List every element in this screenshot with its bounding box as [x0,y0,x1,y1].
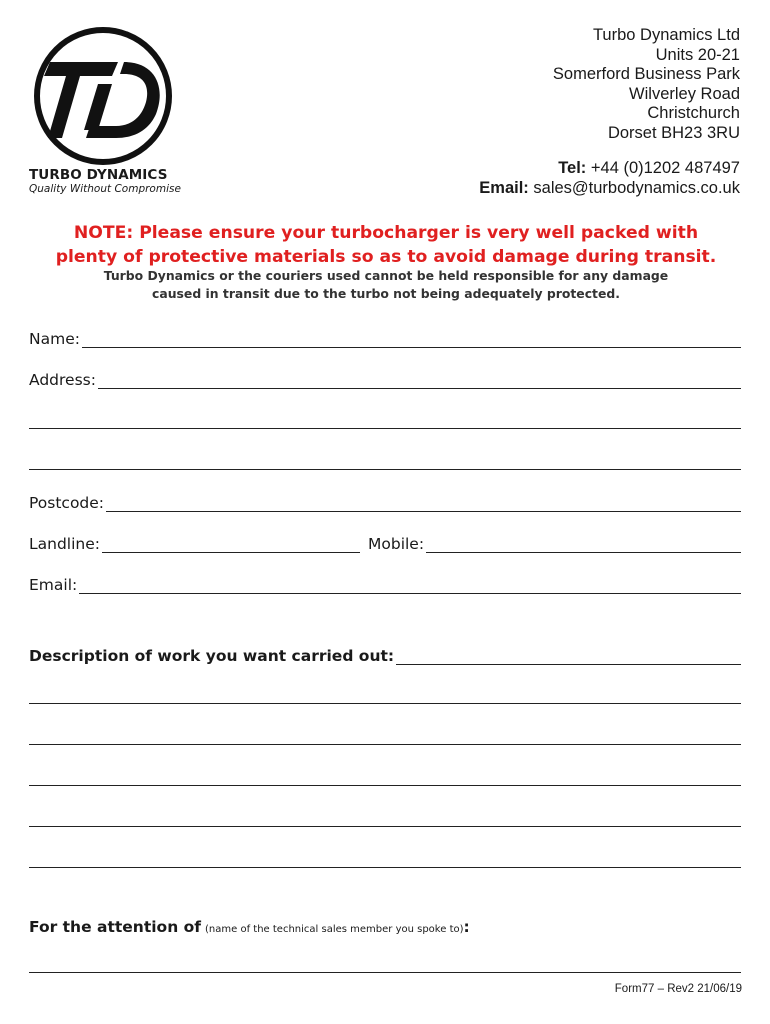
packing-note [28,221,744,269]
mobile-label: Mobile: [368,535,425,553]
postcode-field[interactable] [106,510,741,512]
attention-label: For the attention of [29,918,202,936]
td-circle-logo-icon [28,26,178,166]
address-line: Somerford Business Park [552,65,740,83]
brand-tagline: Quality Without Compromise [29,183,181,195]
form-revision: Form77 – Rev2 21/06/19 [614,983,742,995]
address-row [29,371,741,389]
name-label: Name: [29,330,80,348]
description-field[interactable] [396,663,741,665]
postcode-label: Postcode: [29,494,105,512]
description-row [29,647,741,665]
address-line: Dorset BH23 3RU [607,123,740,142]
disclaimer-line: Turbo Dynamics or the couriers used cannot be held responsible for any damage [103,268,669,283]
disclaimer [28,267,744,303]
address-line: Wilverley Road [629,84,740,103]
address-field-line-2[interactable] [29,428,741,429]
name-field[interactable] [82,346,741,348]
email-field[interactable] [79,592,741,594]
description-line-4[interactable] [29,785,741,786]
landline-label: Landline: [29,535,100,553]
attention-note: (name of the technical sales member you spoke to) [205,924,464,935]
phone-row [29,535,741,553]
contact-block [479,159,740,198]
note-line: plenty of protective materials so as to avoid damage during transit. [55,247,717,267]
attention-colon: : [463,918,470,936]
note-line: NOTE: Please ensure your turbocharger is very well packed with [73,223,699,243]
description-line-5[interactable] [29,826,741,827]
description-line-2[interactable] [29,703,741,704]
email-field-label: Email: [29,576,78,594]
description-label: Description of work you want carried out: [29,647,395,665]
address-line: Christchurch [647,104,740,122]
brand-name: TURBO DYNAMICS [29,167,168,183]
address-label: Address: [29,371,96,389]
address-line: Turbo Dynamics Ltd [592,26,740,44]
email-label: Email: [479,178,529,197]
landline-field[interactable] [102,551,360,553]
name-row [29,330,741,348]
email-value: sales@turbodynamics.co.uk [528,178,740,197]
description-line-6[interactable] [29,867,741,868]
attention-row [29,917,470,936]
disclaimer-line: caused in transit due to the turbo not being adequately protected. [152,286,620,301]
email-row [29,576,741,594]
address-field-line-3[interactable] [29,469,741,470]
tel-label: Tel: [558,159,587,177]
tel-value: +44 (0)1202 487497 [586,159,740,177]
description-line-3[interactable] [29,744,741,745]
postcode-row [29,494,741,512]
address-line: Units 20-21 [655,45,740,64]
mobile-field[interactable] [426,551,741,553]
attention-field[interactable] [29,972,741,973]
address-field[interactable] [98,387,741,389]
company-address [553,26,740,143]
